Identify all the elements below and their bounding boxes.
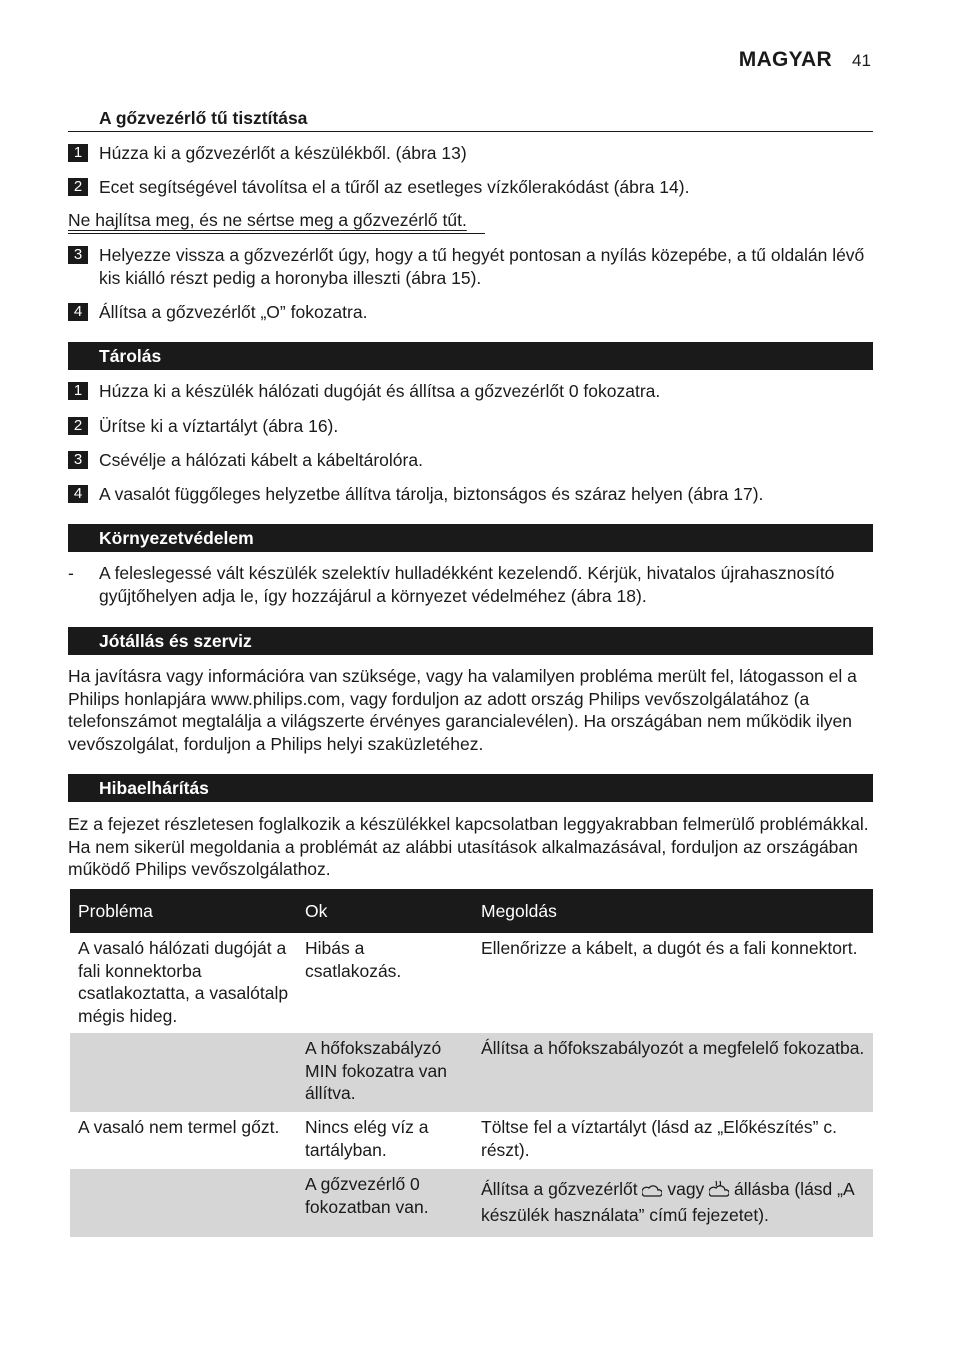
dash-bullet: - <box>68 563 74 583</box>
table-header-row <box>70 889 873 933</box>
problem-cell: A vasaló nem termel gőzt. <box>78 1117 280 1137</box>
note-rule <box>68 233 485 234</box>
column-header-problem: Probléma <box>70 889 297 933</box>
table-row <box>70 1169 873 1237</box>
column-header-cause: Ok <box>297 889 473 933</box>
troubleshooting-intro: Ez a fejezet részletesen foglalkozik a készülékkel kapcsolatban leggyakrabban felmerülő problémákkal. Ha nem sikerül megoldania a problémát az alábbi utasítások alkalmazásával, forduljon az országában működő Philips vevőszolgálathoz. <box>68 814 869 879</box>
step-text: Ürítse ki a víztartályt (ábra 16). <box>99 416 339 436</box>
step-number: 1 <box>68 382 88 400</box>
solution-cell: Töltse fel a víztartályt (lásd az „Előkészítés” c. részt). <box>481 1117 837 1160</box>
steam-max-icon <box>709 1180 729 1204</box>
step-number: 1 <box>68 144 88 162</box>
step-item <box>68 449 873 472</box>
page-number: 41 <box>852 51 871 70</box>
step-item <box>68 380 873 403</box>
step-item <box>68 415 873 438</box>
step-item <box>68 142 873 165</box>
solution-text: vagy <box>662 1179 710 1199</box>
list-item <box>68 562 873 607</box>
step-text: Helyezze vissza a gőzvezérlőt úgy, hogy a tű hegyét pontosan a nyílás közepébe, a tű oldalán lévő kis kiálló részt pedig a horonyba illeszti (ábra 15). <box>99 245 865 288</box>
troubleshooting-table <box>70 889 873 1237</box>
section-title-environment: Környezetvédelem <box>68 524 873 552</box>
step-item <box>68 483 873 506</box>
environment-text: A feleslegessé vált készülék szelektív hulladékként kezelendő. Kérjük, hivatalos újrahasznosító gyűjtőhelyen adja le, így hozzájárul a környezet védelméhez (ábra 18). <box>99 563 835 606</box>
section-title-storage: Tárolás <box>68 342 873 370</box>
solution-cell <box>473 1169 873 1237</box>
section-title-needle: A gőzvezérlő tű tisztítása <box>99 108 308 128</box>
problem-cell: A vasaló hálózati dugóját a fali konnektorba csatlakoztatta, a vasalótalp mégis hideg. <box>78 938 289 1026</box>
solution-cell: Ellenőrizze a kábelt, a dugót és a fali konnektort. <box>481 938 858 958</box>
problem-cell <box>70 1169 297 1237</box>
solution-text: Állítsa a gőzvezérlőt <box>481 1179 643 1199</box>
cause-cell: A gőzvezérlő 0 fokozatban van. <box>297 1169 473 1237</box>
step-number: 2 <box>68 178 88 196</box>
table-row <box>70 1112 873 1169</box>
step-text: Húzza ki a készülék hálózati dugóját és állítsa a gőzvezérlőt 0 fokozatra. <box>99 381 661 401</box>
section-title-guarantee: Jótállás és szerviz <box>68 627 873 655</box>
section-rule <box>68 131 873 132</box>
section-title-troubleshooting: Hibaelhárítás <box>68 774 873 802</box>
step-text: Ecet segítségével távolítsa el a tűről az esetleges vízkőlerakódást (ábra 14). <box>99 177 690 197</box>
step-number: 2 <box>68 417 88 435</box>
step-item <box>68 301 873 324</box>
philips-link[interactable]: www.philips.com <box>211 688 341 709</box>
guarantee-paragraph <box>68 665 873 755</box>
table-row <box>70 933 873 1033</box>
step-number: 3 <box>68 246 88 264</box>
guarantee-text: , vagy forduljon az adott ország Philips vevőszolgálatához (a telefonszámot megtalálja a világszerte érvényes garancialevélen). Ha országában nem működik ilyen vevőszolgálat, forduljon a Philips helyi szaküzletéhez. <box>68 688 853 754</box>
step-number: 4 <box>68 303 88 321</box>
problem-cell <box>70 1033 297 1112</box>
solution-cell: Állítsa a hőfokszabályozót a megfelelő fokozatba. <box>473 1033 873 1112</box>
language-label: MAGYAR <box>738 48 832 71</box>
step-number: 3 <box>68 451 88 469</box>
guarantee-text: Ha javításra vagy információra van szüksége, vagy ha valamilyen probléma merült fel, látogasson el a Philips honlapjára <box>68 666 857 709</box>
step-item <box>68 244 873 289</box>
step-text: Állítsa a gőzvezérlőt „O” fokozatra. <box>99 302 368 322</box>
step-text: A vasalót függőleges helyzetbe állítva tárolja, biztonságos és száraz helyen (ábra 17). <box>99 484 764 504</box>
steam-min-icon <box>642 1181 662 1204</box>
step-text: Húzza ki a gőzvezérlőt a készülékből. (ábra 13) <box>99 143 467 163</box>
step-text: Csévélje a hálózati kábelt a kábeltárolóra. <box>99 450 423 470</box>
step-item <box>68 176 873 199</box>
warning-note: Ne hajlítsa meg, és ne sértse meg a gőzvezérlő tűt. <box>68 210 467 230</box>
cause-cell: Hibás a csatlakozás. <box>305 938 402 981</box>
step-number: 4 <box>68 485 88 503</box>
table-row <box>70 1033 873 1112</box>
column-header-solution: Megoldás <box>473 889 873 933</box>
solution-text: állásba (lásd „A készülék használata” című fejezetet). <box>481 1179 854 1225</box>
cause-cell: Nincs elég víz a tartályban. <box>305 1117 429 1160</box>
cause-cell: A hőfokszabályzó MIN fokozatra van állítva. <box>297 1033 473 1112</box>
